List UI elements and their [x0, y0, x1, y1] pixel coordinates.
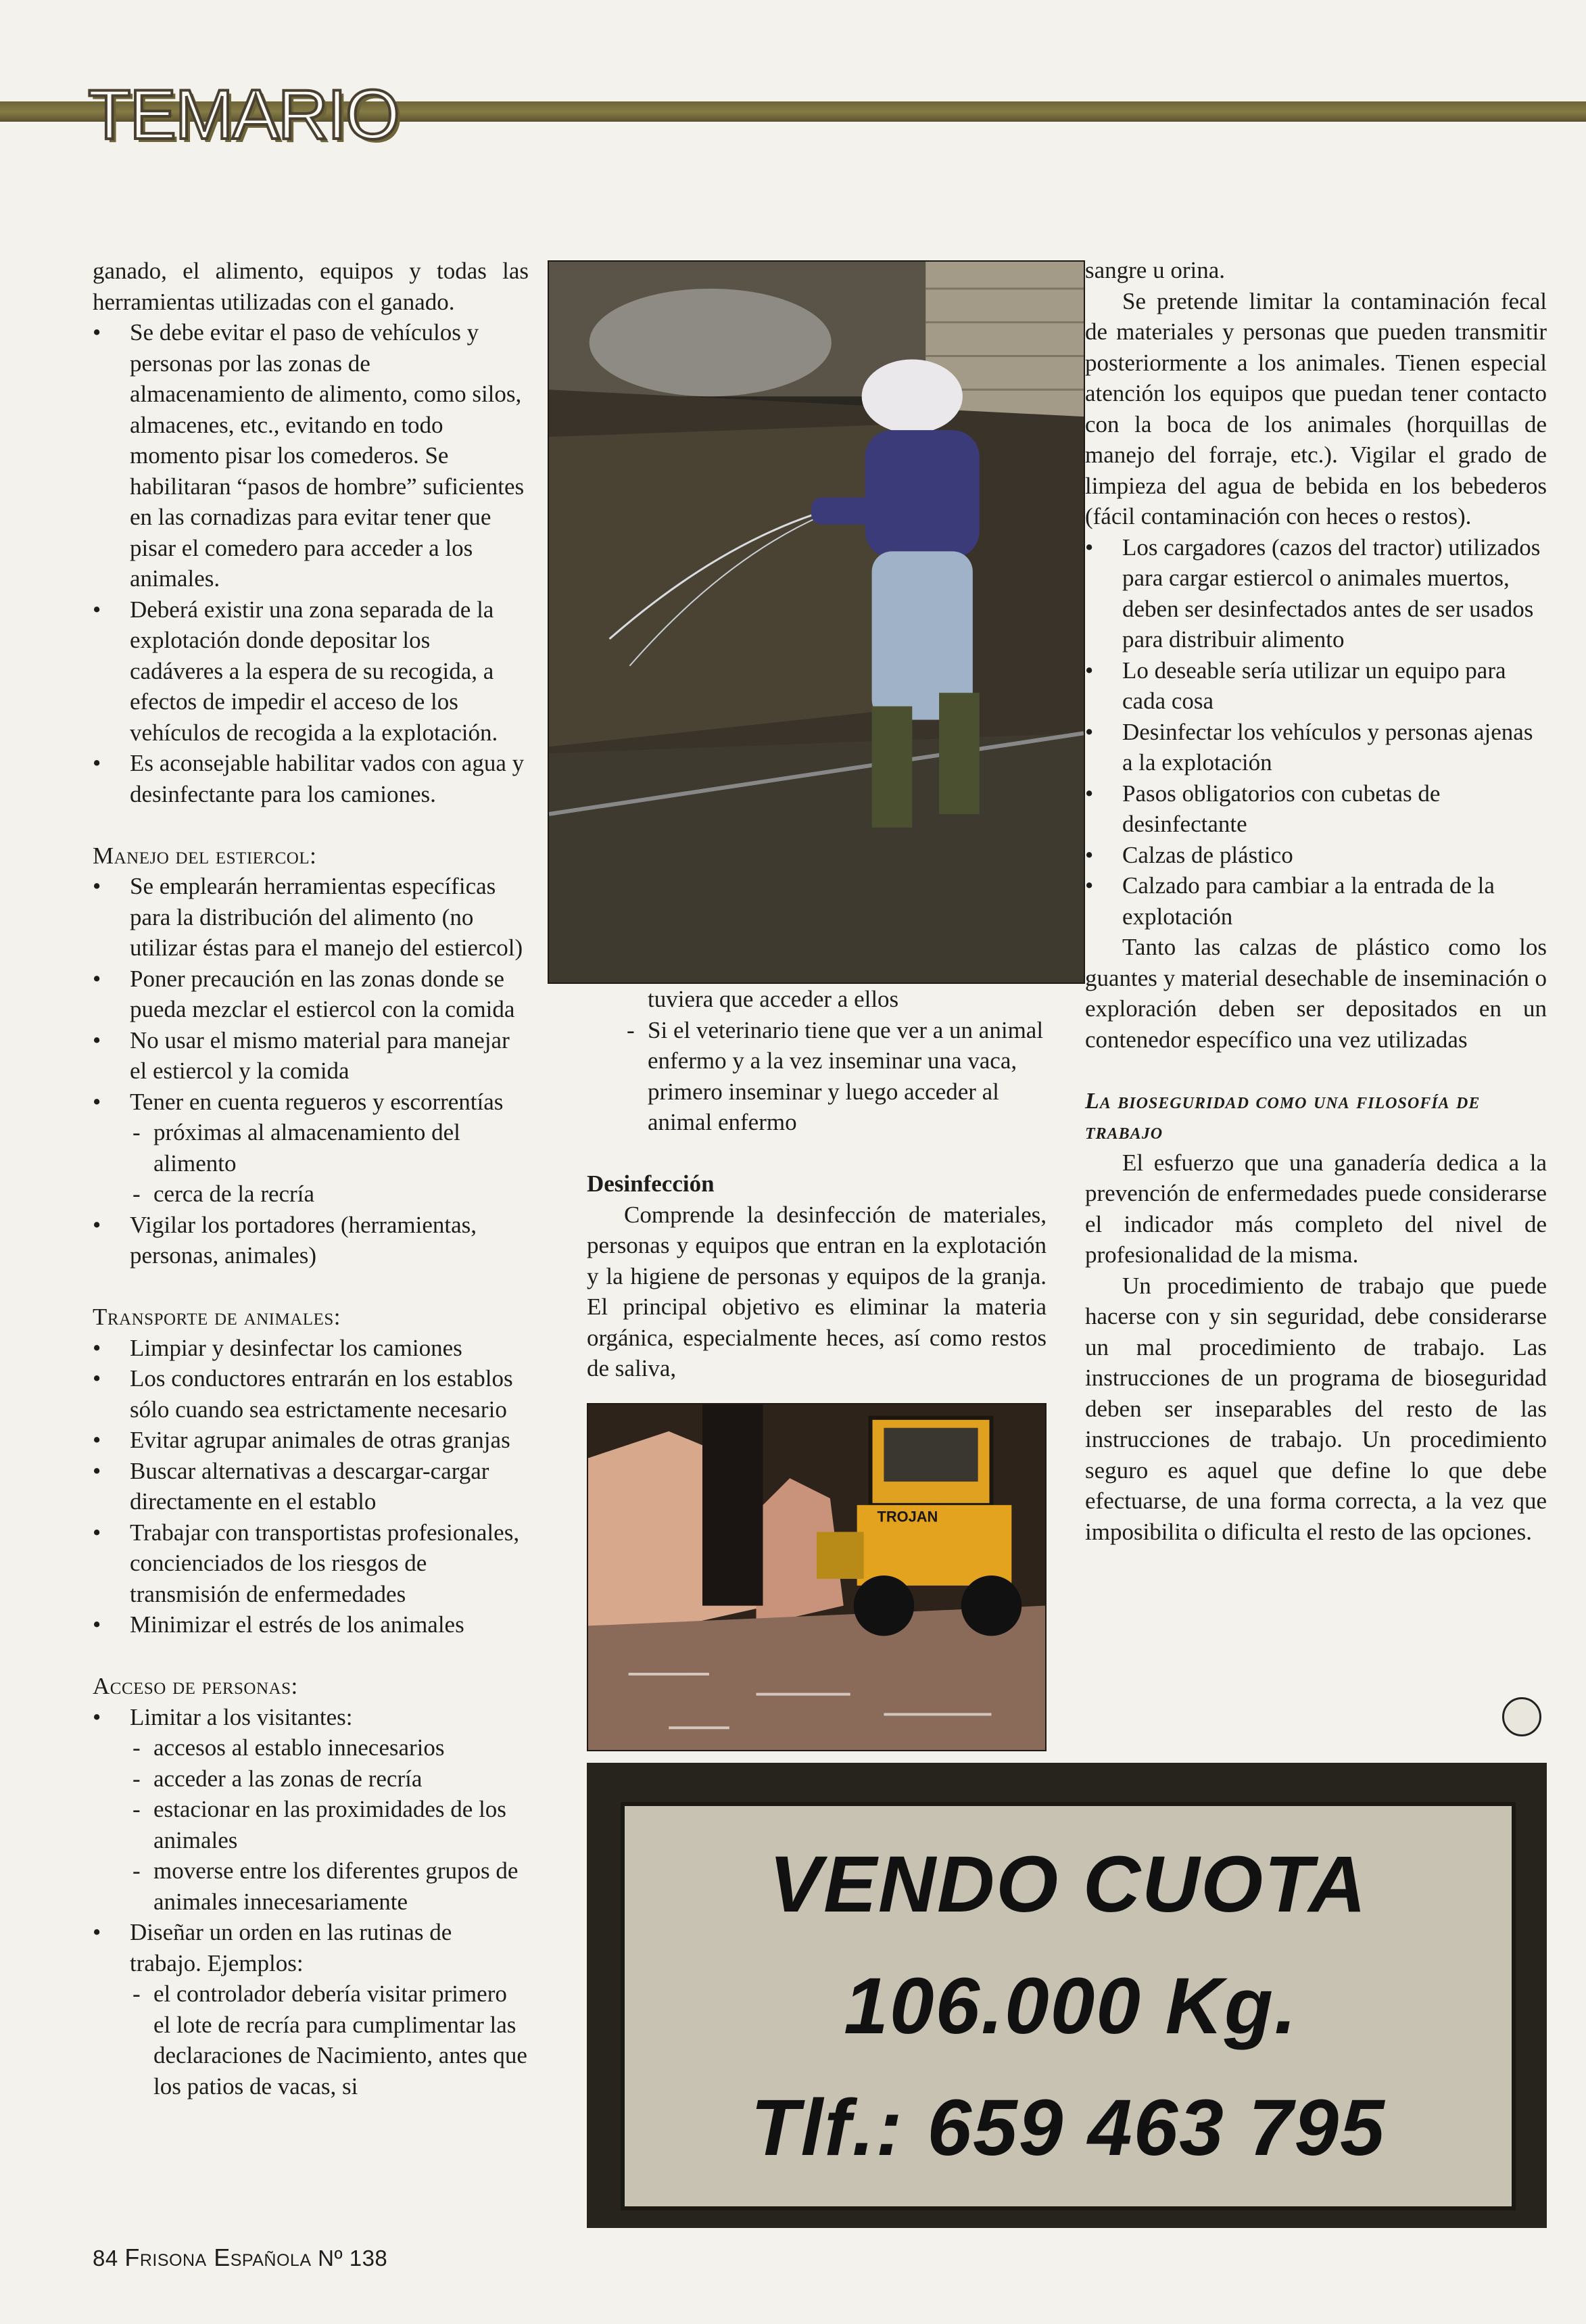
sub-list-item: - próximas al almacenamiento del alimento — [130, 1117, 529, 1179]
list-item: • Los conductores entrarán en los establos sólo cuando sea estrictamente necesario — [93, 1363, 529, 1425]
page-number: 84 — [93, 2246, 118, 2271]
list-item: • Lo deseable sería utilizar un equipo para cada cosa — [1085, 655, 1547, 717]
sub-list-item: - accesos al establo innecesarios — [130, 1732, 529, 1763]
list-item: • Buscar alternativas a descargar-cargar directamente en el establo — [93, 1456, 529, 1517]
manejo-bullet-list — [93, 871, 529, 1271]
sub-list — [587, 1015, 1047, 1138]
text-column-1 — [93, 256, 529, 2102]
acceso-bullet-list — [93, 1702, 529, 2102]
list-item — [93, 1917, 529, 2102]
list-item: • Trabajar con transportistas profesionales, concienciados de los riesgos de transmisión de enfermedades — [93, 1517, 529, 1610]
section-title: TEMARIO — [88, 76, 399, 154]
end-of-article-icon — [1502, 1697, 1541, 1736]
paragraph: Se pretende limitar la contaminación fecal de materiales y personas que pueden transmitir posteriormente a los animales. Tienen especial atención los equipos que puedan tener contacto con la boca de los animales (horquillas de manejo del forraje, etc.). Vigilar el grado de limpieza del agua de bebida en los bebederos (fácil contaminación con heces o restos). — [1085, 287, 1547, 529]
desinfeccion-paragraph: Comprende la desinfección de materiales, personas y equipos que entran en la explotación y la higiene de personas y equipos de la granja. El principal objetivo es eliminar la materia orgánica, especialmente heces, así como restos de saliva, — [587, 1201, 1047, 1381]
sub-list-item: - acceder a las zonas de recría — [130, 1763, 529, 1795]
sub-list-item: - moverse entre los diferentes grupos de animales innecesariamente — [130, 1855, 529, 1917]
sub-list — [130, 1117, 529, 1210]
list-item-text: Diseñar un orden en las rutinas de trabajo. Ejemplos: — [130, 1919, 452, 1976]
intro-paragraph: ganado, el alimento, equipos y todas las herramientas utilizadas con el ganado. — [93, 258, 529, 315]
list-item: • Calzado para cambiar a la entrada de la explotación — [1085, 870, 1547, 932]
heading-philosophy: La bioseguridad como una filosofía de trabajo — [1085, 1088, 1481, 1144]
list-item-text: Limitar a los visitantes: — [130, 1703, 353, 1730]
photo-disinfecting-trailer — [548, 260, 1085, 984]
list-item: • Es aconsejable habilitar vados con agua y desinfectante para los camiones. — [93, 748, 529, 809]
list-item-text: Tener en cuenta regueros y escorrentías — [130, 1088, 504, 1115]
list-item: • Pasos obligatorios con cubetas de desinfectante — [1085, 778, 1547, 840]
list-item: • Se emplearán herramientas específicas para la distribución del alimento (no utilizar éstas para el manejo del estiercol) — [93, 871, 529, 964]
ad-phone: Tlf.: 659 463 795 — [750, 2083, 1386, 2173]
sub-list-item: - el controlador debería visitar primero el lote de recría para cumplimentar las declaraciones de Nacimiento, antes que los patios de vacas, si — [130, 1978, 529, 2102]
sub-list — [130, 1978, 529, 2102]
subheading-manejo: Manejo del estiercol: — [93, 842, 317, 869]
list-item: • Evitar agrupar animales de otras granjas — [93, 1425, 529, 1456]
list-item — [93, 1087, 529, 1210]
text-column-2 — [587, 984, 1047, 1384]
subheading-transporte: Transporte de animales: — [93, 1304, 341, 1330]
intro-bullet-list — [93, 317, 529, 809]
advertisement-panel — [621, 1802, 1516, 2210]
list-item: • Minimizar el estrés de los animales — [93, 1609, 529, 1640]
transporte-bullet-list — [93, 1333, 529, 1640]
list-item — [93, 1702, 529, 1918]
photo-loader-tractor — [587, 1403, 1047, 1751]
list-item: • Deberá existir una zona separada de la explotación donde depositar los cadáveres a la espera de su recogida, a efectos de impedir el acceso de los vehículos de recogida a la explotación. — [93, 594, 529, 749]
photo2-icon — [588, 1404, 1045, 1750]
sub-list — [130, 1732, 529, 1917]
list-item: • Limpiar y desinfectar los camiones — [93, 1333, 529, 1364]
ad-headline: VENDO CUOTA — [769, 1840, 1368, 1929]
list-item: • No usar el mismo material para manejar el estiercol y la comida — [93, 1025, 529, 1087]
magazine-name: Frisona Española — [124, 2244, 312, 2271]
list-item: • Desinfectar los vehículos y personas ajenas a la explotación — [1085, 717, 1547, 778]
sub-list-item: - cerca de la recría — [130, 1179, 529, 1210]
sub-list-item: - Si el veterinario tiene que ver a un animal enfermo y a la vez inseminar una vaca, primero inseminar y luego acceder al animal enfermo — [624, 1015, 1047, 1138]
list-item: • Vigilar los portadores (herramientas, personas, animales) — [93, 1210, 529, 1271]
list-item: • Los cargadores (cazos del tractor) utilizados para cargar estiercol o animales muertos, deben ser desinfectados antes de ser usados para distribuir alimento — [1085, 532, 1547, 655]
divider — [587, 1763, 1547, 1774]
paragraph: El esfuerzo que una ganadería dedica a la prevención de enfermedades puede considerarse el indicador más completo del nivel de profesionalidad de la misma. — [1085, 1149, 1547, 1268]
issue-number: Nº 138 — [318, 2246, 388, 2271]
list-item: • Calzas de plástico — [1085, 840, 1547, 871]
advertisement — [587, 1774, 1547, 2228]
photo1-icon — [549, 262, 1084, 982]
paragraph: Un procedimiento de trabajo que puede hacerse con y sin seguridad, debe considerarse un mal procedimiento de trabajo. Las instrucciones de un programa de bioseguridad deben ser inseparables del resto de las instrucciones de trabajo. Un procedimiento seguro es aquel que define lo que debe efectuarse, de una forma correcta, a la vez que imposibilita o dificulta el resto de las opciones. — [1085, 1272, 1547, 1545]
continued-text: sangre u orina. — [1085, 257, 1226, 283]
list-item: • Poner precaución en las zonas donde se pueda mezclar el estiercol con la comida — [93, 964, 529, 1025]
vehicle-sign: TROJAN — [877, 1508, 938, 1525]
text-column-3 — [1085, 255, 1547, 1547]
bullet-list — [1085, 532, 1547, 932]
sub-list-item: - estacionar en las proximidades de los animales — [130, 1794, 529, 1855]
page-footer — [93, 2244, 387, 2272]
ad-quantity: 106.000 Kg. — [844, 1962, 1298, 2051]
paragraph: Tanto las calzas de plástico como los guantes y material desechable de inseminación o exploración deben ser depositados en un contenedor específico una vez utilizadas — [1085, 934, 1547, 1053]
subheading-acceso: Acceso de personas: — [93, 1673, 298, 1699]
list-item: • Se debe evitar el paso de vehículos y personas por las zonas de almacenamiento de alimento, como silos, almacenes, etc., evitando en todo momento pisar los comederos. Se habilitaran “pasos de hombre” suficientes en las cornadizas para evitar tener que pisar el comedero para acceder a los animales. — [93, 317, 529, 594]
heading-desinfeccion: Desinfección — [587, 1170, 715, 1197]
continued-text: tuviera que acceder a ellos — [648, 986, 899, 1012]
